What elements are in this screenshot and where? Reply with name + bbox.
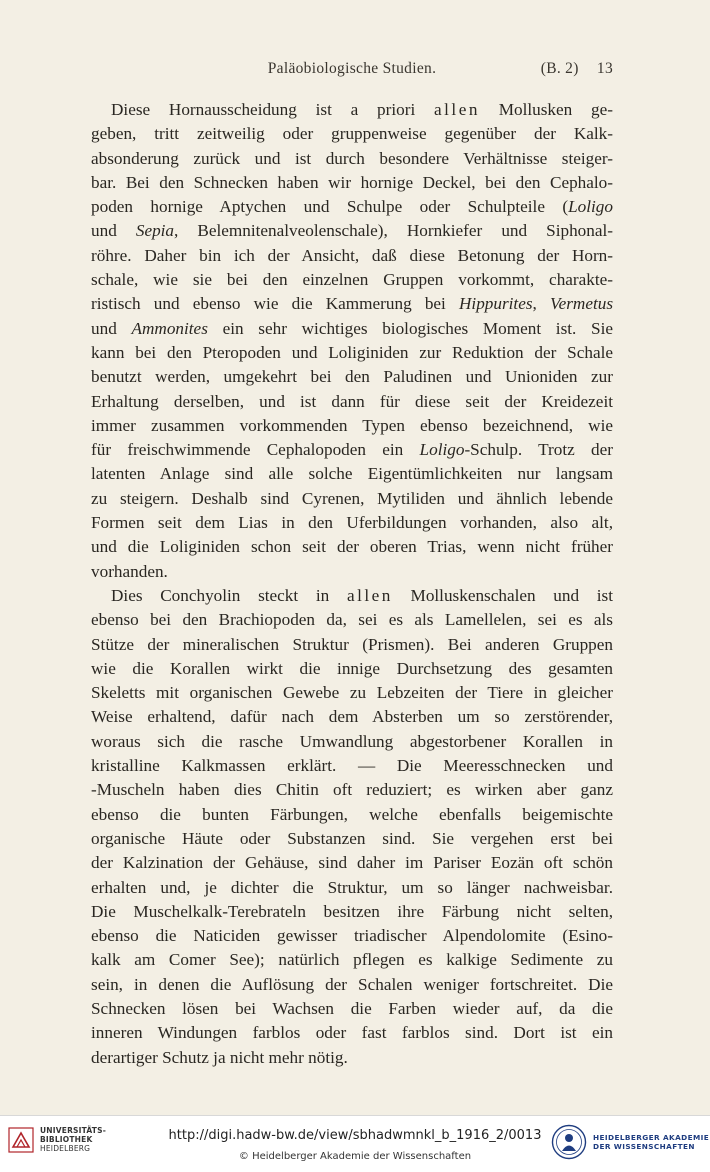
text-line: latenten Anlage sind alle solche Eigentümlichkeiten nur langsam [91, 464, 613, 484]
spaced-emphasis: allen [346, 585, 393, 605]
page-number: 13 [596, 60, 613, 77]
text-line: ristisch und ebenso wie die Kammerung bei Hippurites, Vermetus [91, 294, 613, 314]
text-line: Weise erhaltend, dafür nach dem Absterben um so zerstörender, [91, 707, 613, 727]
text-line: kann bei den Pteropoden und Loliginiden zur Reduktion der Schale [91, 342, 613, 362]
academy-seal-icon [551, 1124, 587, 1160]
italic-term: Loligo [419, 440, 465, 460]
body-text [91, 98, 613, 1070]
text-line: ebenso bei den Brachiopoden da, sei es als Lamellelen, sei es als [91, 610, 613, 630]
text-line: Erhaltung derselben, und ist dann für diese seit der Kreidezeit [91, 391, 613, 411]
text-line: inneren Windungen farblos oder fast farblos sind. Dort ist ein [91, 1023, 613, 1043]
text-line: und Ammonites ein sehr wichtiges biologisches Moment ist. Sie [91, 318, 613, 338]
text-line: ebenso die bunten Färbungen, welche ebenfalls beigemischte [91, 804, 613, 824]
italic-term: Vermetus [550, 294, 613, 314]
text-line: Stütze der mineralischen Struktur (Prismen). Bei anderen Gruppen [91, 634, 613, 654]
running-header [91, 60, 613, 82]
header-right [527, 60, 613, 78]
text-line: sein, in denen die Auflösung der Schalen weniger fortschreitet. Die [91, 974, 613, 994]
text-line: derartiger Schutz ja nicht mehr nötig. [91, 1047, 348, 1067]
footer-bar [0, 1115, 710, 1172]
text-line: Dies Conchyolin steckt in allen Molluskenschalen und ist [111, 585, 613, 605]
text-line: -Muscheln haben dies Chitin oft reduziert; es wirken aber ganz [91, 780, 613, 800]
section-label: (B. 2) [540, 60, 579, 77]
italic-term: Ammonites [131, 318, 208, 338]
text-line: zu steigern. Deshalb sind Cyrenen, Mytiliden und ähnlich lebende [91, 488, 613, 508]
text-line: Skeletts mit organischen Gewebe zu Lebzeiten der Tiere in gleicher [91, 683, 613, 703]
text-line: Schnecken lösen bei Wachsen die Farben wieder auf, da die [91, 998, 613, 1018]
text-line: bar. Bei den Schnecken haben wir hornige Deckel, bei den Cephalo- [91, 172, 613, 192]
text-line: vorhanden. [91, 561, 168, 581]
text-line: woraus sich die rasche Umwandlung abgestorbener Korallen in [91, 731, 613, 751]
text-line: und Sepia, Belemnitenalveolenschale), Hornkiefer und Siphonal- [91, 221, 613, 241]
text-line: Die Muschelkalk-Terebrateln besitzen ihre Färbung nicht selten, [91, 901, 613, 921]
academy-name: HEIDELBERGER AKADEMIE DER WISSENSCHAFTEN [593, 1133, 710, 1151]
text-line: ebenso die Naticiden gewisser triadischer Alpendolomite (Esino- [91, 926, 613, 946]
text-line: immer zusammen vorkommenden Typen ebenso bezeichnend, wie [91, 415, 613, 435]
permalink-url[interactable]: http://digi.hadw-bw.de/view/sbhadwmnkl_b_1916_2/0013 [168, 1128, 542, 1143]
text-line: benutzt werden, umgekehrt bei den Paludinen und Unioniden zur [91, 367, 613, 387]
university-library-name: UNIVERSITÄTS- BIBLIOTHEK HEIDELBERG [40, 1126, 107, 1153]
spaced-emphasis: allen [434, 100, 480, 119]
text-line: röhre. Daher bin ich der Ansicht, daß diese Betonung der Horn- [91, 245, 613, 265]
text-line: und die Loliginiden schon seit der oberen Trias, wenn nicht früher [91, 537, 613, 557]
running-title: Paläobiologische Studien. [267, 60, 437, 77]
text-line: erhalten und, je dichter die Struktur, um so länger nachweisbar. [91, 877, 613, 897]
copyright-notice: © Heidelberger Akademie der Wissenschaften [238, 1151, 472, 1162]
text-line: für freischwimmende Cephalopoden ein Loligo-Schulp. Trotz der [91, 440, 613, 460]
text-line: poden hornige Aptychen und Schulpe oder Schulpteile (Loligo [91, 197, 613, 217]
text-line: absonderung zurück und ist durch besondere Verhältnisse steiger- [91, 148, 613, 168]
text-line: geben, tritt zeitweilig oder gruppenweise gegenüber der Kalk- [91, 124, 613, 144]
italic-term: Hippurites [459, 294, 533, 314]
text-line: kristalline Kalkmassen erklärt. — Die Meeresschnecken und [91, 756, 613, 776]
text-line: Diese Hornausscheidung ist a priori allen Mollusken ge- [111, 100, 613, 119]
italic-term: Loligo [568, 197, 613, 217]
text-line: schale, wie sie bei den einzelnen Gruppen vorkommt, charakte- [91, 270, 613, 290]
text-line: Formen seit dem Lias in den Uferbildungen vorhanden, also alt, [91, 513, 613, 533]
italic-term: Sepia [135, 221, 175, 241]
text-line: kalk am Comer See); natürlich pflegen es kalkige Sedimente zu [91, 950, 613, 970]
text-line: organische Häute oder Substanzen sind. Sie vergehen erst bei [91, 828, 613, 848]
text-line: der Kalzination der Gehäuse, sind daher im Pariser Eozän oft schön [91, 853, 613, 873]
text-line: wie die Korallen wirkt die innige Durchsetzung des gesamten [91, 658, 613, 678]
